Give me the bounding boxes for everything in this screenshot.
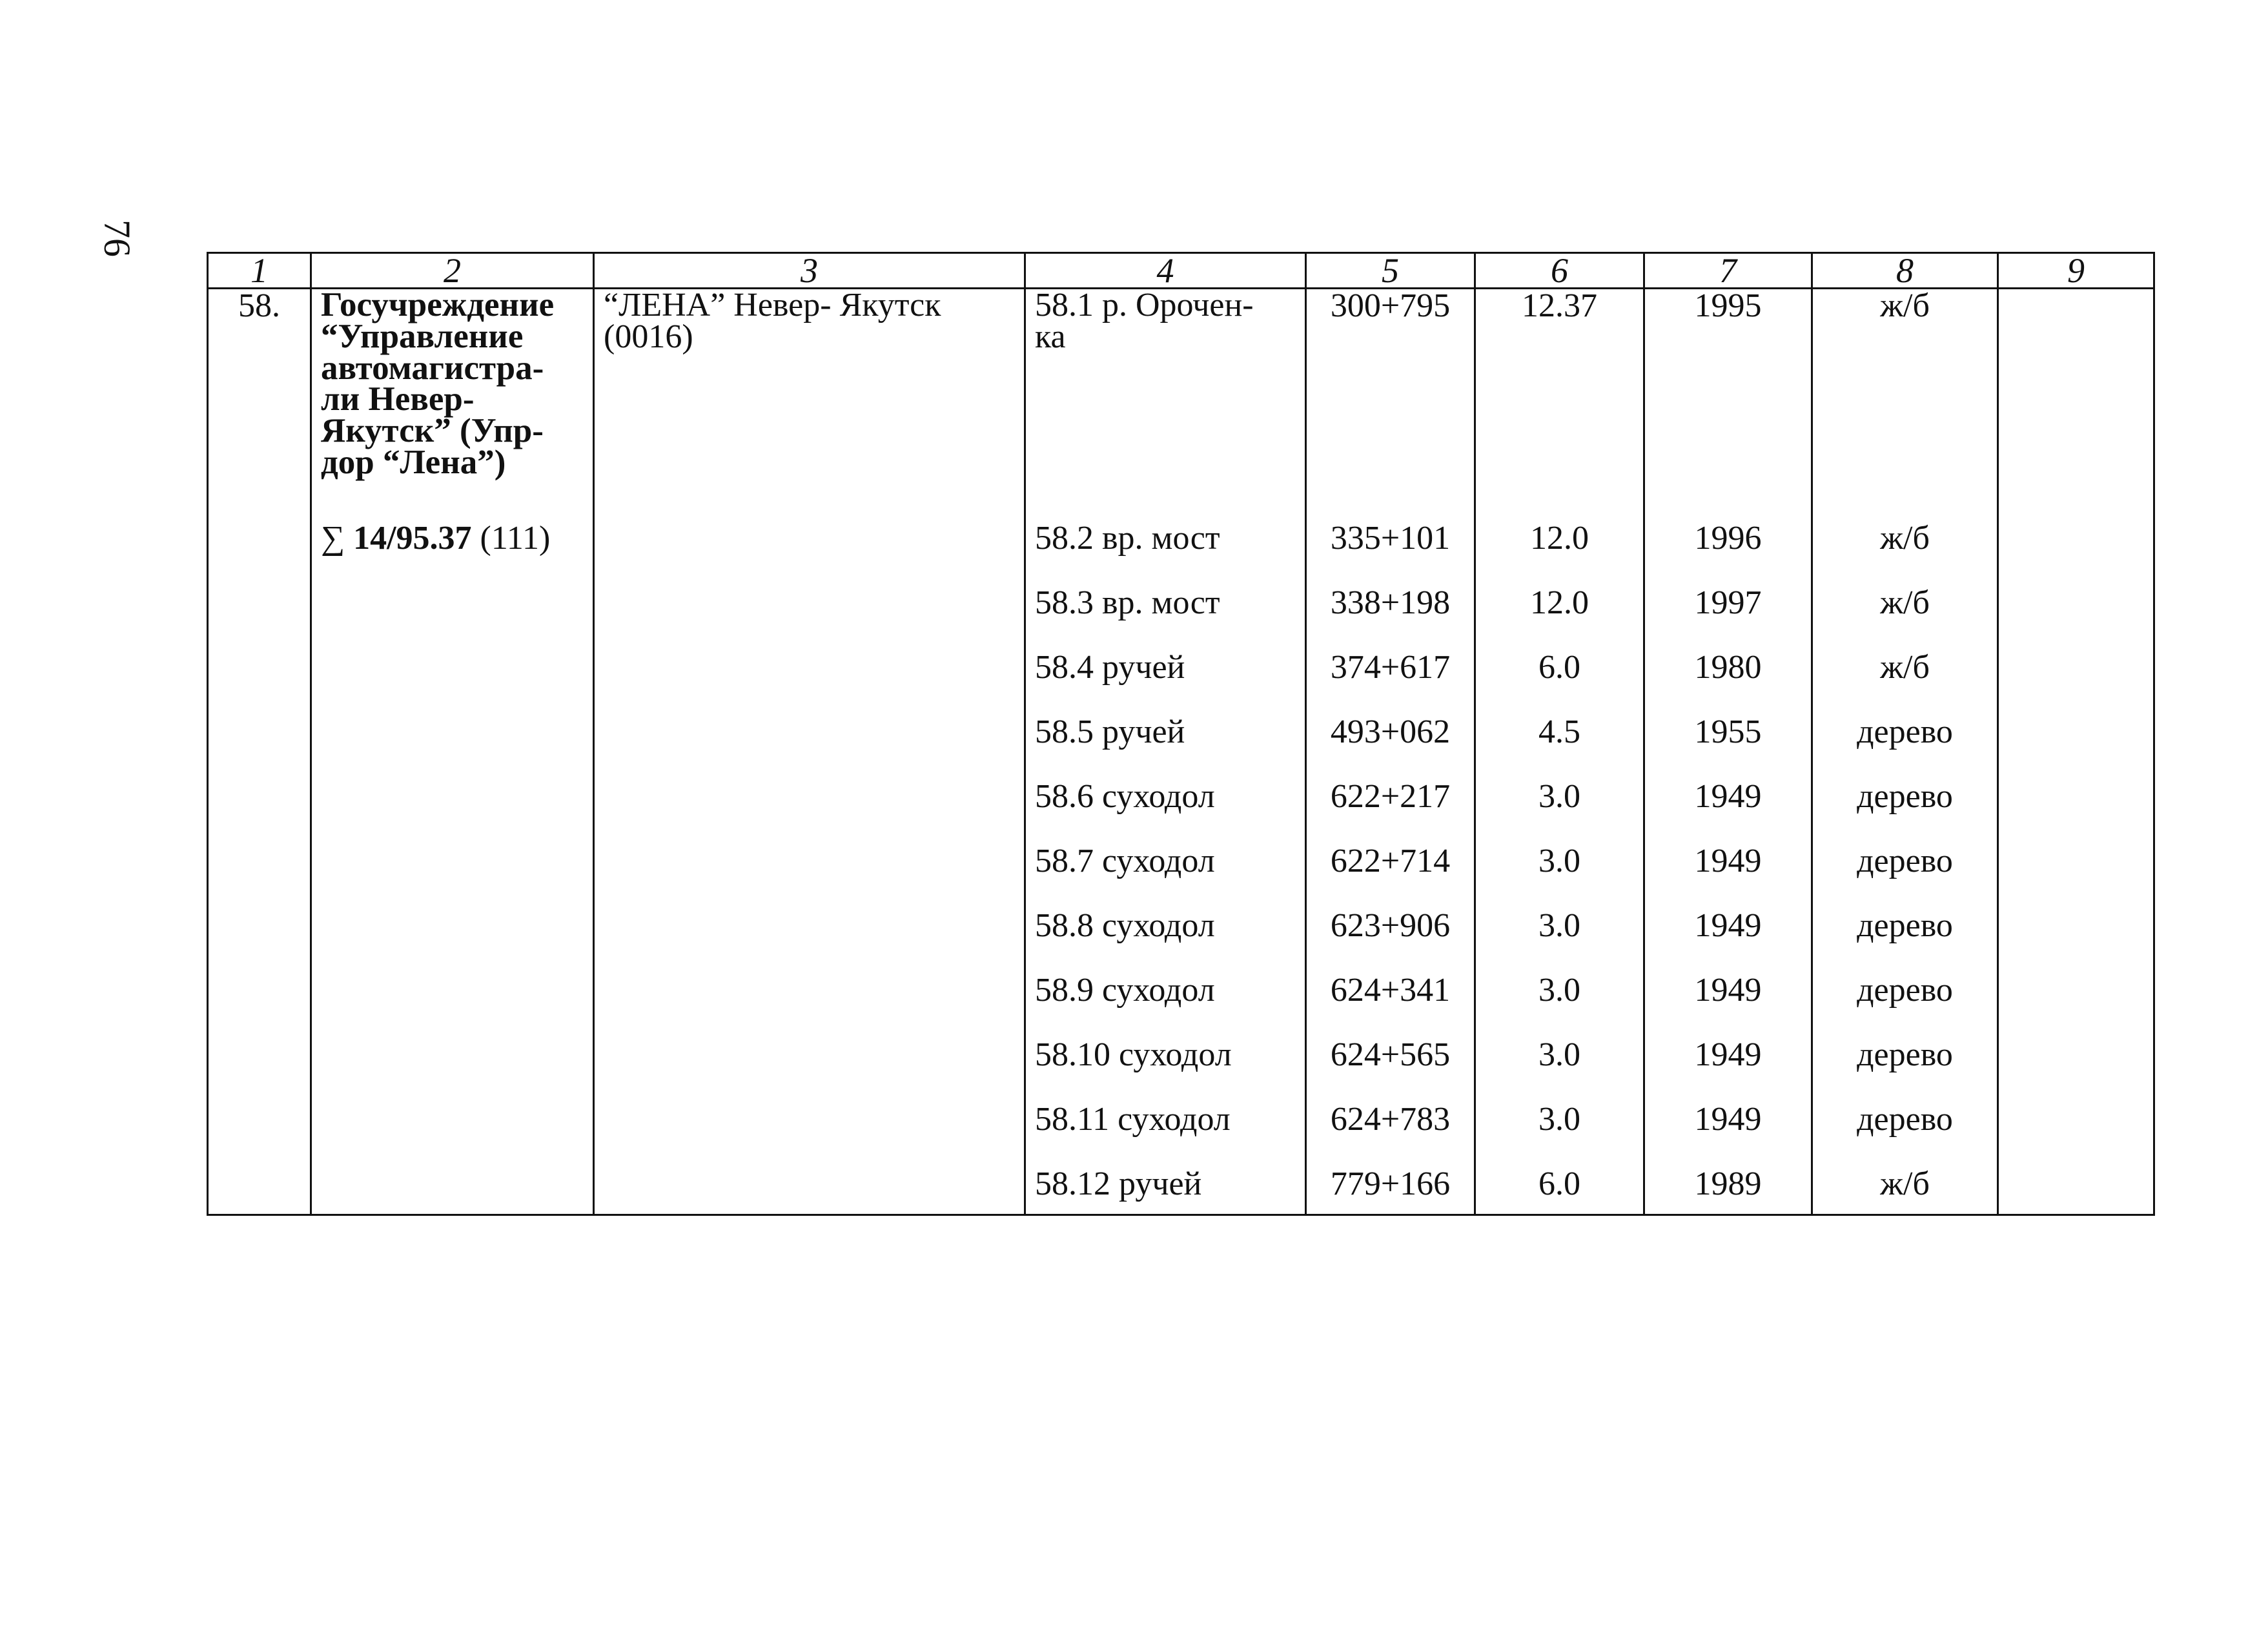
- header-col-1: 1: [208, 253, 311, 289]
- bridge-note: [1998, 909, 2154, 974]
- bridge-length: 12.0: [1475, 522, 1644, 586]
- entry-number-empty: [208, 1103, 311, 1167]
- summary-cell: [311, 522, 594, 586]
- bridge-note: [1998, 780, 2154, 845]
- organization-cell-empty: [311, 586, 594, 651]
- entry-number-empty: [208, 586, 311, 651]
- bridge-km: 622+217: [1306, 780, 1475, 845]
- bridge-note: [1998, 1103, 2154, 1167]
- entry-number-empty: [208, 1038, 311, 1103]
- bridge-material: ж/б: [1812, 586, 1998, 651]
- bridge-note: [1998, 651, 2154, 715]
- bridge-name: 58.2 вр. мост: [1025, 522, 1306, 586]
- table-row: [208, 909, 2154, 974]
- bridge-year: 1949: [1644, 845, 1812, 909]
- bridge-year: 1996: [1644, 522, 1812, 586]
- bridge-length: 12.0: [1475, 586, 1644, 651]
- bridge-name-line: 58.1 р. Орочен-: [1035, 287, 1254, 323]
- summary-total: 14/95.37: [353, 520, 472, 557]
- bridge-name: 58.10 суходол: [1025, 1038, 1306, 1103]
- bridge-name: 58.12 ручей: [1025, 1167, 1306, 1215]
- bridge-km: 624+783: [1306, 1103, 1475, 1167]
- table-row: [208, 522, 2154, 586]
- road-line: (0016): [604, 318, 693, 356]
- road-cell-empty: [594, 586, 1025, 651]
- bridge-length: 6.0: [1475, 651, 1644, 715]
- bridge-material: ж/б: [1812, 1167, 1998, 1215]
- bridge-year: 1995: [1644, 289, 1812, 522]
- header-col-6: 6: [1475, 253, 1644, 289]
- bridge-name: 58.4 ручей: [1025, 651, 1306, 715]
- road-line: “ЛЕНА” Невер- Якутск: [604, 287, 941, 323]
- bridge-name-line: ка: [1035, 318, 1066, 356]
- table-row: [208, 289, 2154, 522]
- bridge-km: 623+906: [1306, 909, 1475, 974]
- bridge-year: 1949: [1644, 1103, 1812, 1167]
- bridge-name: 58.7 суходол: [1025, 845, 1306, 909]
- table-row: [208, 651, 2154, 715]
- bridges-table: [207, 252, 2155, 1216]
- organization-cell-empty: [311, 651, 594, 715]
- table-row: [208, 715, 2154, 780]
- bridge-material: дерево: [1812, 1038, 1998, 1103]
- organization-cell-empty: [311, 780, 594, 845]
- table-row: [208, 845, 2154, 909]
- header-row: [208, 253, 2154, 289]
- bridge-name: 58.6 суходол: [1025, 780, 1306, 845]
- bridge-note: [1998, 715, 2154, 780]
- bridge-material: дерево: [1812, 909, 1998, 974]
- summary-count: (111): [480, 520, 551, 557]
- header-col-9: 9: [1998, 253, 2154, 289]
- road-cell-empty: [594, 909, 1025, 974]
- bridge-length: 3.0: [1475, 1038, 1644, 1103]
- bridge-length: 12.37: [1475, 289, 1644, 522]
- road-cell-empty: [594, 1167, 1025, 1215]
- bridge-year: 1949: [1644, 909, 1812, 974]
- bridge-km: 624+341: [1306, 974, 1475, 1038]
- organization-cell-empty: [311, 909, 594, 974]
- bridge-year: 1980: [1644, 651, 1812, 715]
- bridge-km: 624+565: [1306, 1038, 1475, 1103]
- bridge-material: дерево: [1812, 1103, 1998, 1167]
- bridge-material: дерево: [1812, 780, 1998, 845]
- bridge-name: 58.8 суходол: [1025, 909, 1306, 974]
- organization-line: дор “Лена”): [321, 443, 506, 481]
- table-row: [208, 974, 2154, 1038]
- bridge-name: 58.9 суходол: [1025, 974, 1306, 1038]
- bridge-note: [1998, 289, 2154, 522]
- entry-number: 58.: [208, 289, 311, 522]
- organization-line: ли Невер-: [321, 380, 475, 418]
- bridge-name: 58.3 вр. мост: [1025, 586, 1306, 651]
- organization-cell-empty: [311, 1103, 594, 1167]
- bridge-year: 1949: [1644, 1038, 1812, 1103]
- table-row: [208, 1103, 2154, 1167]
- organization-line: Госучреждение: [321, 286, 555, 323]
- entry-number-empty: [208, 909, 311, 974]
- table-row: [208, 1167, 2154, 1215]
- header-col-4: 4: [1025, 253, 1306, 289]
- bridge-material: дерево: [1812, 715, 1998, 780]
- bridge-year: 1997: [1644, 586, 1812, 651]
- road-cell-empty: [594, 845, 1025, 909]
- bridge-material: дерево: [1812, 974, 1998, 1038]
- bridge-note: [1998, 974, 2154, 1038]
- entry-number-empty: [208, 651, 311, 715]
- organization-line: Якутск” (Упр-: [321, 412, 544, 449]
- bridge-length: 4.5: [1475, 715, 1644, 780]
- bridge-km: 338+198: [1306, 586, 1475, 651]
- bridge-length: 6.0: [1475, 1167, 1644, 1215]
- header-col-8: 8: [1812, 253, 1998, 289]
- bridge-km: 622+714: [1306, 845, 1475, 909]
- bridge-year: 1989: [1644, 1167, 1812, 1215]
- summary-line: [321, 522, 584, 555]
- header-col-3: 3: [594, 253, 1025, 289]
- bridge-year: 1949: [1644, 780, 1812, 845]
- bridge-length: 3.0: [1475, 974, 1644, 1038]
- organization-cell-empty: [311, 1167, 594, 1215]
- road-cell-empty: [594, 1103, 1025, 1167]
- organization-cell-empty: [311, 974, 594, 1038]
- organization-line: “Управление: [321, 317, 524, 355]
- bridge-material: дерево: [1812, 845, 1998, 909]
- bridge-material: ж/б: [1812, 522, 1998, 586]
- header-col-2: 2: [311, 253, 594, 289]
- bridge-km: 493+062: [1306, 715, 1475, 780]
- bridge-name: [1025, 289, 1306, 522]
- bridge-year: 1949: [1644, 974, 1812, 1038]
- road-cell-empty: [594, 1038, 1025, 1103]
- organization-cell-empty: [311, 1038, 594, 1103]
- organization-cell-empty: [311, 715, 594, 780]
- entry-number-empty: [208, 715, 311, 780]
- entry-number-empty: [208, 974, 311, 1038]
- bridge-note: [1998, 1038, 2154, 1103]
- road-cell-empty: [594, 780, 1025, 845]
- bridge-km: 300+795: [1306, 289, 1475, 522]
- organization-line: автомагистра-: [321, 349, 544, 387]
- entry-number-empty: [208, 522, 311, 586]
- road-cell: [594, 289, 1025, 522]
- organization-cell: [311, 286, 594, 522]
- bridge-km: 335+101: [1306, 522, 1475, 586]
- bridge-length: 3.0: [1475, 845, 1644, 909]
- road-cell-empty: [594, 715, 1025, 780]
- bridge-material: ж/б: [1812, 651, 1998, 715]
- bridge-km: 779+166: [1306, 1167, 1475, 1215]
- bridge-length: 3.0: [1475, 1103, 1644, 1167]
- entry-number-empty: [208, 780, 311, 845]
- page-number: 76: [96, 220, 138, 257]
- bridge-km: 374+617: [1306, 651, 1475, 715]
- summary-symbol: ∑: [321, 520, 345, 557]
- organization-cell-empty: [311, 845, 594, 909]
- header-col-5: 5: [1306, 253, 1475, 289]
- table-row: [208, 780, 2154, 845]
- road-cell-empty: [594, 974, 1025, 1038]
- table-row: [208, 586, 2154, 651]
- bridge-length: 3.0: [1475, 780, 1644, 845]
- bridge-note: [1998, 586, 2154, 651]
- bridge-year: 1955: [1644, 715, 1812, 780]
- table-row: [208, 1038, 2154, 1103]
- header-col-7: 7: [1644, 253, 1812, 289]
- bridge-length: 3.0: [1475, 909, 1644, 974]
- entry-number-empty: [208, 1167, 311, 1215]
- bridge-note: [1998, 522, 2154, 586]
- road-cell-empty: [594, 522, 1025, 586]
- bridge-material: ж/б: [1812, 289, 1998, 522]
- bridge-note: [1998, 845, 2154, 909]
- road-cell-empty: [594, 651, 1025, 715]
- bridge-name: 58.11 суходол: [1025, 1103, 1306, 1167]
- bridge-name: 58.5 ручей: [1025, 715, 1306, 780]
- bridge-note: [1998, 1167, 2154, 1215]
- organization-name: [321, 286, 584, 481]
- entry-number-empty: [208, 845, 311, 909]
